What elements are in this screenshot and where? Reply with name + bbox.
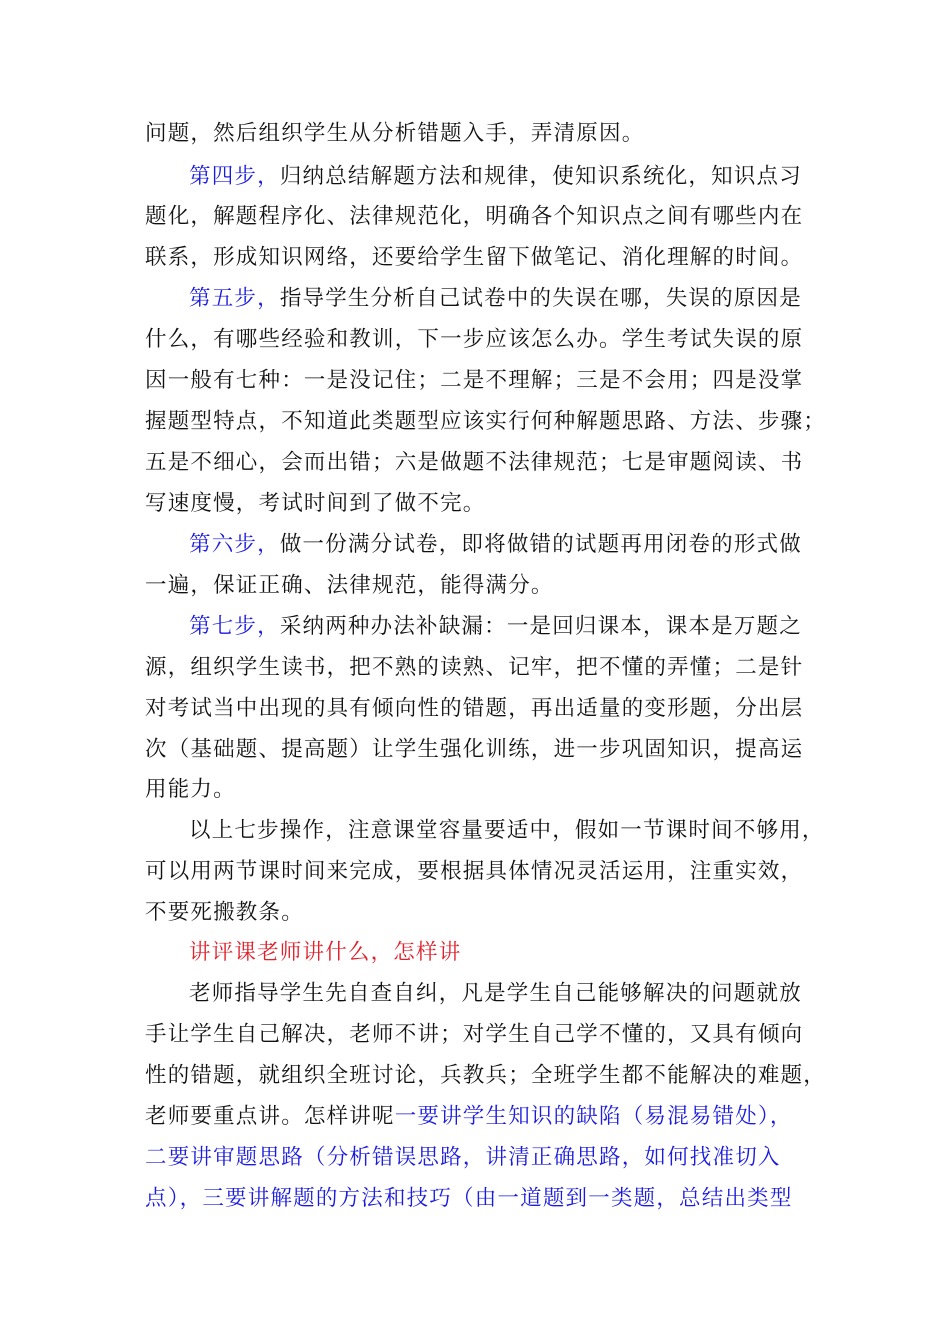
paragraph-line (189, 612, 802, 642)
step-six-text: 做一份满分试卷，即将做错的试题再用闭卷的形式做 (279, 532, 802, 557)
paragraph-line: 不要死搬教条。 (145, 900, 304, 925)
paragraph-line: 用能力。 (145, 777, 236, 802)
paragraph-line: 性的错题，就组织全班讨论，兵教兵；全班学生都不能解决的难题， (145, 1063, 827, 1088)
paragraph-line: 写速度慢，考试时间到了做不完。 (145, 491, 486, 516)
emphasis-line: 二要讲审题思路（分析错误思路，讲清正确思路，如何找准切入 (145, 1145, 781, 1170)
emphasis-text: 一要讲学生知识的缺陷（易混易错处）， (394, 1104, 793, 1129)
paragraph-line: 五是不细心，会而出错；六是做题不法律规范；七是审题阅读、书 (145, 450, 804, 475)
paragraph-line: 一遍，保证正确、法律规范，能得满分。 (145, 573, 554, 598)
section-heading: 讲评课老师讲什么，怎样讲 (189, 940, 462, 965)
step-seven-text: 采纳两种办法补缺漏：一是回归课本，课本是万题之 (279, 614, 802, 639)
step-seven-label: 第七步， (189, 614, 280, 639)
paragraph-line: 老师指导学生先自查自纠，凡是学生自己能够解决的问题就放 (189, 981, 802, 1006)
step-five-label: 第五步， (189, 286, 280, 311)
step-four-label: 第四步， (189, 164, 280, 189)
paragraph-line (189, 162, 802, 192)
paragraph-line (189, 530, 802, 560)
paragraph-line: 次（基础题、提高题）让学生强化训练，进一步巩固知识，提高运 (145, 737, 804, 762)
paragraph-line: 源，组织学生读书，把不熟的读熟、记牢，把不懂的弄懂；二是针 (145, 655, 804, 680)
plain-text: 老师要重点讲。怎样讲呢 (145, 1104, 395, 1129)
paragraph-line: 联系，形成知识网络，还要给学生留下做笔记、消化理解的时间。 (145, 245, 804, 270)
paragraph-line (189, 284, 802, 314)
paragraph-line: 因一般有七种：一是没记住；二是不理解；三是不会用；四是没掌 (145, 368, 804, 393)
step-five-text: 指导学生分析自己试卷中的失误在哪，失误的原因是 (279, 286, 802, 311)
paragraph-line: 以上七步操作，注意课堂容量要适中，假如一节课时间不够用， (189, 818, 825, 843)
emphasis-line: 点），三要讲解题的方法和技巧（由一道题到一类题，总结出类型 (145, 1186, 793, 1211)
paragraph-line: 问题，然后组织学生从分析错题入手，弄清原因。 (145, 121, 645, 146)
step-four-text: 归纳总结解题方法和规律，使知识系统化，知识点习 (279, 164, 802, 189)
step-six-label: 第六步， (189, 532, 280, 557)
paragraph-line: 可以用两节课时间来完成，要根据具体情况灵活运用，注重实效， (145, 859, 804, 884)
paragraph-line: 握题型特点，不知道此类题型应该实行何种解题思路、方法、步骤； (145, 409, 827, 434)
paragraph-line: 题化，解题程序化、法律规范化，明确各个知识点之间有哪些内在 (145, 204, 804, 229)
paragraph-line: 手让学生自己解决，老师不讲；对学生自己学不懂的，又具有倾向 (145, 1022, 804, 1047)
paragraph-line (145, 1102, 793, 1132)
paragraph-line: 对考试当中出现的具有倾向性的错题，再出适量的变形题，分出层 (145, 696, 804, 721)
paragraph-line: 什么，有哪些经验和教训，下一步应该怎么办。学生考试失误的原 (145, 327, 804, 352)
